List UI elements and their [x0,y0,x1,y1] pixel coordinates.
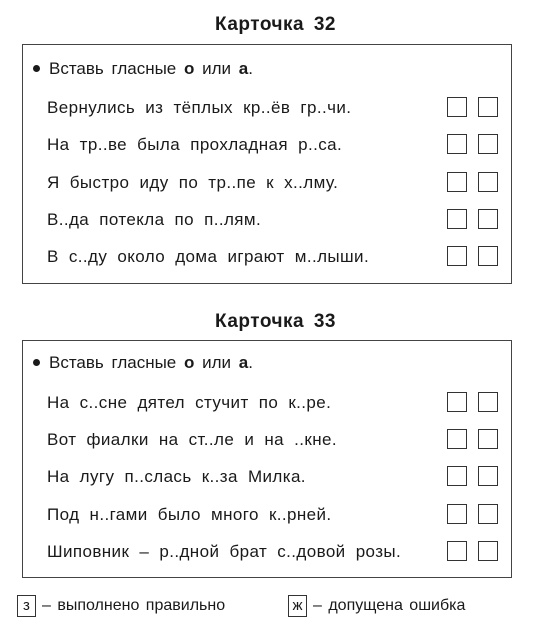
legend-correct-box: з [17,595,36,617]
card-title-33: Карточка 33 [215,311,336,332]
check-box[interactable] [447,209,467,229]
exercise-text: Шиповник – р..дной брат с..довой розы. [47,542,402,561]
exercise-row [47,95,505,121]
instruction-text: Вставь гласные [49,59,177,78]
instruction-letter-a: а [238,353,249,372]
legend-error-text: – допущена ошибка [313,597,466,614]
check-box[interactable] [447,541,467,561]
bullet-icon [33,359,40,366]
instruction-end: . [248,353,253,372]
exercise-row [47,132,505,158]
check-box[interactable] [447,429,467,449]
check-box[interactable] [447,246,467,266]
bullet-icon [33,65,40,72]
exercise-row [47,464,505,490]
exercise-row [47,539,505,565]
instruction-text: Вставь гласные [49,353,177,372]
card-title-32: Карточка 32 [215,14,336,35]
check-box[interactable] [447,466,467,486]
legend-error [288,595,465,617]
check-box[interactable] [447,172,467,192]
check-box[interactable] [447,97,467,117]
exercise-row [47,207,505,233]
check-box[interactable] [478,466,498,486]
exercise-text: Вернулись из тёплых кр..ёв гр..чи. [47,98,352,117]
exercise-text: В..да потекла по п..лям. [47,210,262,229]
exercise-text: На тр..ве была прохладная р..са. [47,135,343,154]
instruction-letter-o: о [184,59,195,78]
check-box[interactable] [478,429,498,449]
check-box[interactable] [478,172,498,192]
check-box[interactable] [478,209,498,229]
instruction [33,353,253,373]
legend-error-box: ж [288,595,307,617]
legend-correct-text: – выполнено правильно [42,597,226,614]
check-box[interactable] [478,541,498,561]
check-box[interactable] [478,134,498,154]
card-32 [22,44,512,284]
exercise-row [47,502,505,528]
check-box[interactable] [478,97,498,117]
instruction-letter-a: а [238,59,249,78]
legend-correct [17,595,225,617]
exercise-text: На с..сне дятел стучит по к..ре. [47,393,332,412]
instruction-end: . [248,59,253,78]
check-box[interactable] [478,246,498,266]
exercise-row [47,170,505,196]
card-33 [22,340,512,578]
check-box[interactable] [478,504,498,524]
instruction-letter-o: о [184,353,195,372]
instruction [33,59,253,79]
exercise-text: Вот фиалки на ст..ле и на ..кне. [47,430,337,449]
check-box[interactable] [447,392,467,412]
exercise-row [47,244,505,270]
instruction-conj: или [202,353,232,372]
instruction-conj: или [202,59,232,78]
check-box[interactable] [447,134,467,154]
exercise-row [47,427,505,453]
check-box[interactable] [447,504,467,524]
exercise-text: В с..ду около дома играют м..лыши. [47,247,370,266]
exercise-text: Под н..гами было много к..рней. [47,505,332,524]
exercise-text: На лугу п..слась к..за Милка. [47,467,306,486]
exercise-row [47,390,505,416]
check-box[interactable] [478,392,498,412]
exercise-text: Я быстро иду по тр..пе к х..лму. [47,173,339,192]
